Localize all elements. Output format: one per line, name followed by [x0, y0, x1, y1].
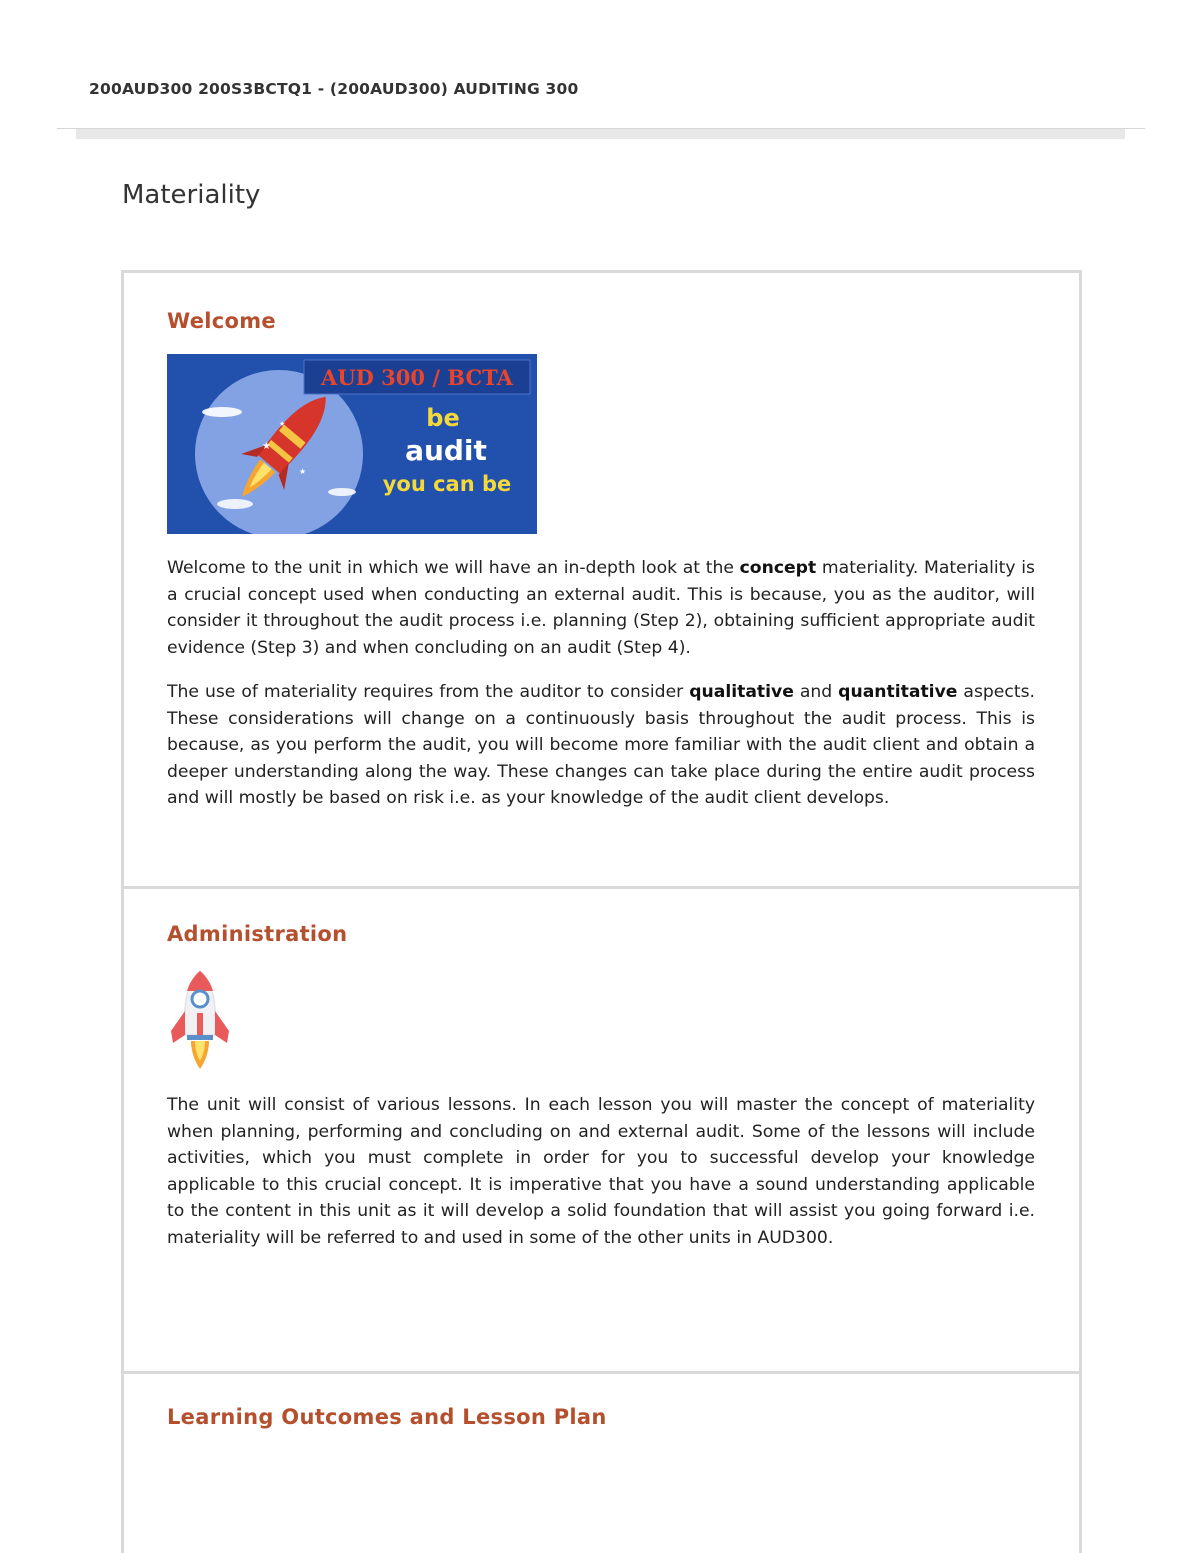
header-bar	[76, 129, 1125, 139]
learning-section	[124, 1371, 1079, 1553]
svg-text:★: ★	[262, 441, 271, 452]
banner-title: AUD 300 / BCTA	[321, 365, 513, 390]
welcome-banner	[167, 354, 537, 534]
welcome-paragraph-2	[167, 679, 1035, 812]
learning-heading: Learning Outcomes and Lesson Plan	[167, 1405, 607, 1429]
welcome-p2-text-2: and	[793, 682, 839, 702]
banner-line3: you can be	[382, 472, 512, 496]
welcome-p2-text-3: aspects. These considerations will change on a continuously basis throughout the audit process. This is because, as you perform the audit, you will become more familiar with the audit client and obtain a deeper understanding along the way. These changes can take place during the entire audit process and will mostly be based on risk i.e. as your knowledge of the audit client develops.	[167, 682, 1035, 808]
welcome-section	[124, 273, 1079, 886]
course-header[interactable]: 200AUD300 200S3BCTQ1 - (200AUD300) AUDITING 300	[89, 80, 579, 98]
rocket-icon	[167, 969, 233, 1073]
welcome-p2-bold-quantitative: quantitative	[838, 682, 958, 702]
banner-line1: be	[426, 404, 460, 432]
welcome-heading: Welcome	[167, 309, 276, 333]
page-title: Materiality	[122, 180, 261, 210]
svg-text:★: ★	[279, 420, 286, 428]
welcome-paragraph-1	[167, 555, 1035, 661]
welcome-p1-text-2: materiality. Materiality is a crucial concept used when conducting an external audit. This is because, you as the auditor, will consider it throughout the audit process i.e. planning (Step 2), obtaining sufficient appropriate audit evidence (Step 3) and when concluding on an audit (Step 4).	[167, 558, 1035, 658]
content-box	[121, 270, 1082, 1553]
administration-heading: Administration	[167, 922, 348, 946]
welcome-p2-bold-qualitative: qualitative	[689, 682, 794, 702]
svg-text:★: ★	[299, 467, 307, 476]
administration-section	[124, 886, 1079, 1371]
welcome-p2-text-1: The use of materiality requires from the auditor to consider	[167, 682, 690, 702]
welcome-p1-text-1: Welcome to the unit in which we will have an in-depth look at the	[167, 558, 740, 578]
administration-paragraph: The unit will consist of various lessons. In each lesson you will master the concept of materiality when planning, performing and concluding on and external audit. Some of the lessons will include activities, which you must complete in order for you to successful develop your knowledge applicable to this crucial concept. It is imperative that you have a sound understanding applicable to the content in this unit as it will develop a solid foundation that will assist you going forward i.e. materiality will be referred to and used in some of the other units in AUD300.	[167, 1095, 1035, 1248]
banner-line2: audit	[405, 434, 487, 467]
welcome-p1-bold-concept: concept	[739, 558, 817, 578]
